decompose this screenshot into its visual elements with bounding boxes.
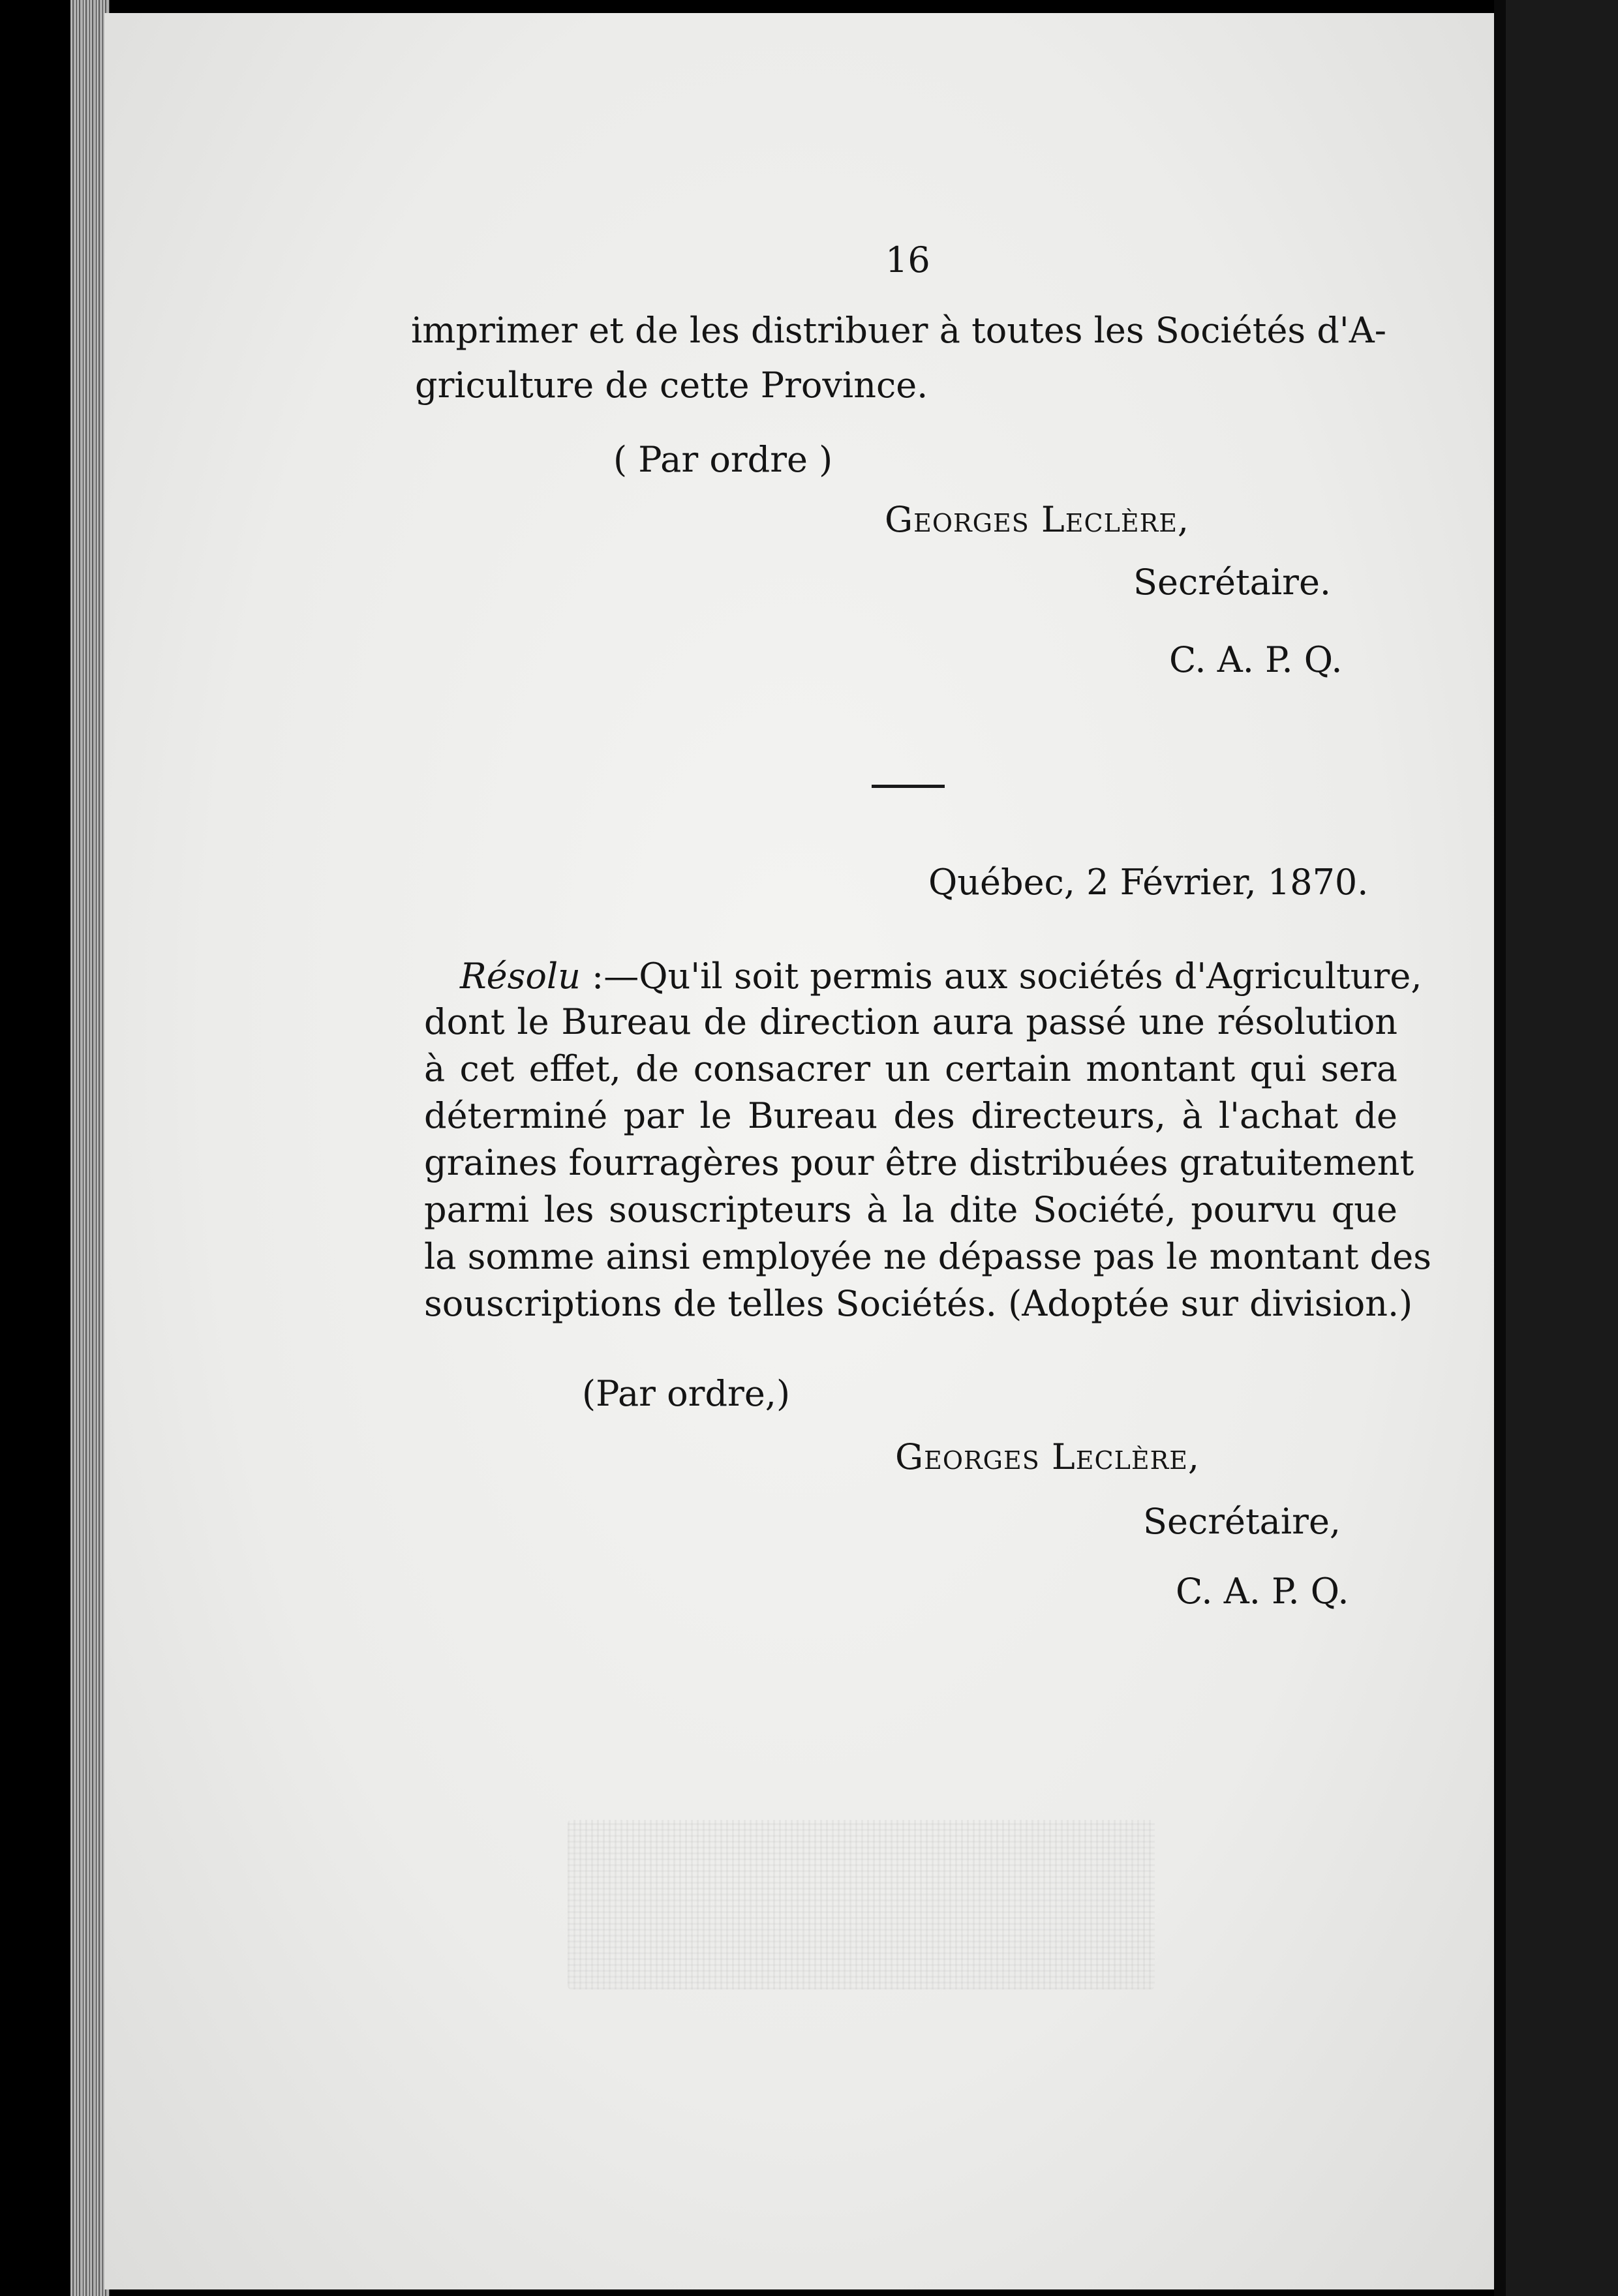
resolution-line: graines fourragères pour être distribuées gratuitement [424,1142,1414,1183]
resolution-text: :—Qu'il soit permis aux sociétés d'Agriculture, [580,956,1422,997]
organization-initials: C. A. P. Q. [1169,639,1343,680]
text-line: griculture de cette Province. [415,365,928,406]
resolution-line: parmi les souscripteurs à la dite Société, pourvu que [424,1189,1397,1230]
resolution-line-first [460,956,1422,997]
resolution-line: dont le Bureau de direction aura passé une résolution [424,1001,1397,1042]
resolution-line: déterminé par le Bureau des directeurs, à l'achat de [424,1095,1397,1136]
signatory-title: Secrétaire, [1143,1501,1341,1542]
signatory-name: Georges Leclère, [885,499,1190,540]
resolution-line: la somme ainsi employée ne dépasse pas le montant des [424,1236,1431,1277]
library-perforation-stamp [568,1820,1155,1989]
resolution-line: souscriptions de telles Sociétés. (Adoptée sur division.) [424,1283,1413,1324]
signatory-name: Georges Leclère, [895,1436,1200,1477]
organization-initials: C. A. P. Q. [1176,1571,1349,1612]
page-stack-edge [70,0,110,2296]
text-line: imprimer et de les distribuer à toutes les Sociétés d'A- [411,310,1386,351]
resolution-line: à cet effet, de consacrer un certain montant qui sera [424,1048,1397,1089]
page-number: 16 [885,239,930,280]
by-order-label: ( Par ordre ) [613,439,833,480]
resolution-lead: Résolu [460,956,581,997]
book-gutter [1494,0,1618,2296]
date-line: Québec, 2 Février, 1870. [928,862,1369,903]
by-order-label: (Par ordre,) [582,1373,791,1414]
signatory-title: Secrétaire. [1133,562,1332,603]
section-divider [872,785,945,788]
